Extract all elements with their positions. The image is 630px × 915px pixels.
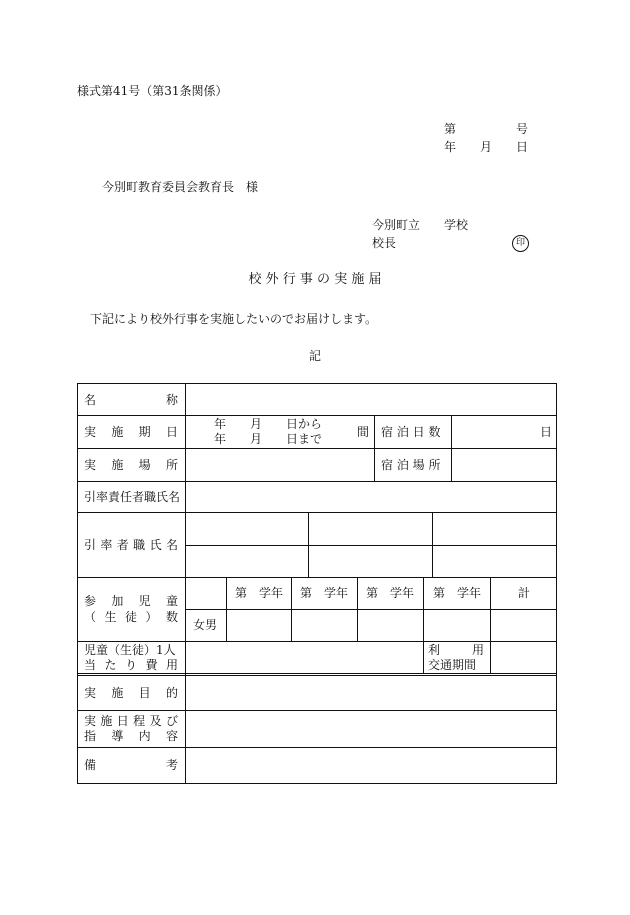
label-place: 実 施 場 所 bbox=[84, 458, 178, 472]
label-participants-line2: （ 生 徒 ） 数 bbox=[84, 610, 178, 624]
label-name: 名 称 bbox=[84, 393, 178, 407]
col-divider bbox=[374, 415, 375, 481]
label-column-divider bbox=[185, 383, 186, 784]
row-divider bbox=[77, 641, 557, 642]
school-suffix: 学校 bbox=[444, 218, 469, 232]
label-cost-line1: 児童（生徒）1人 bbox=[84, 643, 176, 657]
grade-header: 第 学年 bbox=[235, 586, 284, 600]
row-divider-double bbox=[77, 675, 557, 676]
stay-days-unit: 日 bbox=[540, 425, 553, 439]
label-leader: 引率責任者職氏名 bbox=[84, 490, 181, 504]
col-divider bbox=[226, 577, 227, 641]
label-stay-place: 宿 泊 場 所 bbox=[381, 458, 441, 472]
label-escorts: 引 率 者 職 氏 名 bbox=[84, 538, 178, 552]
seal-mark: 印 bbox=[512, 235, 529, 252]
label-schedule-line1: 実 施 日 程 及 び bbox=[84, 714, 178, 728]
row-divider bbox=[77, 481, 557, 482]
col-divider bbox=[357, 577, 358, 641]
grade-header: 第 学年 bbox=[300, 586, 349, 600]
date-day: 日 bbox=[516, 140, 529, 154]
border-top bbox=[77, 383, 557, 384]
school-prefix: 今別町立 bbox=[372, 218, 421, 232]
intro-text: 下記により校外行事を実施したいのでお届けします。 bbox=[90, 312, 378, 326]
label-period: 実 施 期 日 bbox=[84, 425, 178, 439]
period-from: 年 月 日から bbox=[214, 417, 323, 431]
period-unit: 間 bbox=[357, 425, 370, 439]
document-title: 校 外 行 事 の 実 施 届 bbox=[248, 272, 382, 287]
col-divider bbox=[423, 577, 424, 641]
row-divider bbox=[77, 673, 557, 674]
principal-label: 校長 bbox=[372, 236, 397, 250]
row-divider bbox=[77, 577, 557, 578]
grade-header: 第 学年 bbox=[366, 586, 415, 600]
period-to: 年 月 日まで bbox=[214, 432, 323, 446]
total-header: 計 bbox=[518, 586, 531, 600]
label-purpose: 実 施 目 的 bbox=[84, 686, 178, 700]
col-divider bbox=[451, 415, 452, 481]
row-divider bbox=[77, 448, 557, 449]
label-participants-line1: 参 加 児 童 bbox=[84, 594, 178, 608]
row-divider bbox=[185, 545, 557, 546]
grade-header: 第 学年 bbox=[433, 586, 482, 600]
doc-number-suffix: 号 bbox=[516, 122, 529, 136]
col-divider bbox=[490, 577, 491, 641]
label-transport-line1: 利 用 bbox=[428, 643, 484, 657]
col-divider bbox=[308, 512, 309, 577]
row-divider bbox=[77, 415, 557, 416]
border-right bbox=[556, 383, 557, 784]
addressee: 今別町教育委員会教育長 様 bbox=[102, 180, 259, 194]
ki-label: 記 bbox=[308, 349, 321, 363]
doc-number-prefix: 第 bbox=[444, 122, 457, 136]
gender-label: 女男 bbox=[193, 618, 218, 632]
date-year: 年 bbox=[444, 140, 457, 154]
label-stay-days: 宿 泊 日 数 bbox=[381, 425, 441, 439]
col-divider bbox=[423, 641, 424, 673]
row-divider bbox=[77, 747, 557, 748]
row-divider bbox=[77, 710, 557, 711]
col-divider bbox=[291, 577, 292, 641]
label-transport-line2: 交通期間 bbox=[428, 658, 477, 672]
col-divider bbox=[432, 512, 433, 577]
date-month: 月 bbox=[480, 140, 493, 154]
row-divider bbox=[185, 609, 557, 610]
border-bottom bbox=[77, 783, 557, 784]
row-divider bbox=[77, 512, 557, 513]
form-number: 様式第41号（第31条関係） bbox=[77, 84, 228, 98]
label-schedule-line2: 指 導 内 容 bbox=[84, 729, 178, 743]
border-left bbox=[77, 383, 78, 784]
label-remarks: 備 考 bbox=[84, 758, 178, 772]
col-divider bbox=[490, 641, 491, 673]
label-cost-line2: 当 た り 費 用 bbox=[84, 658, 178, 672]
